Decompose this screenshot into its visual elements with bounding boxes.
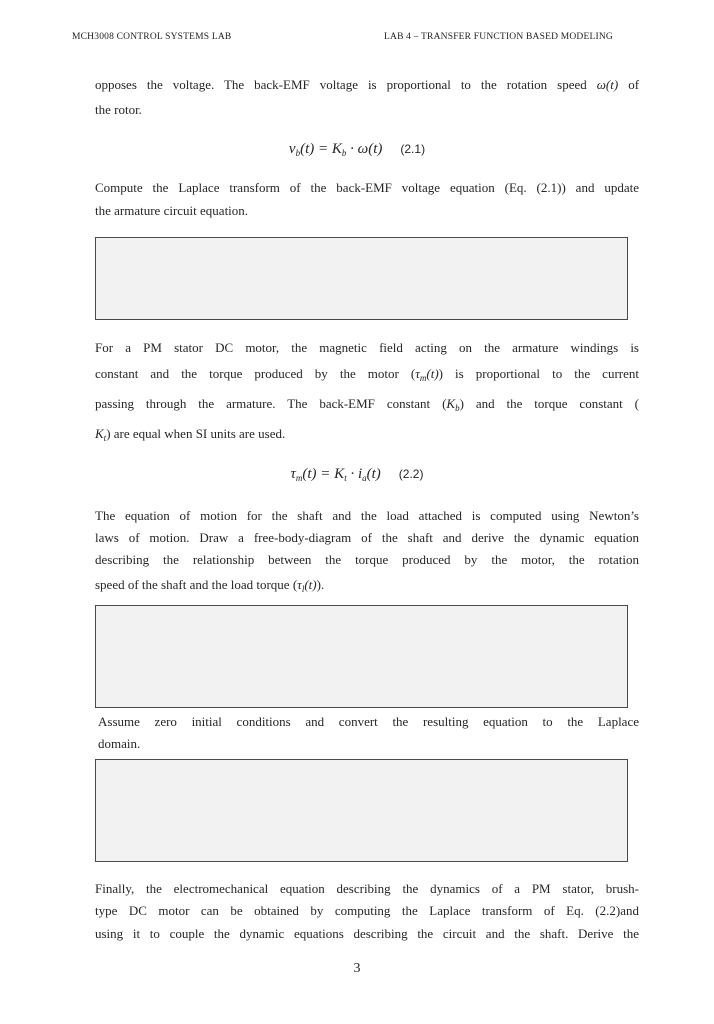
math: t: [344, 473, 347, 483]
math-omega: ω(t): [596, 77, 619, 92]
p4-line1: The equation of motion for the shaft and the load attached is computed using Newton’s: [95, 508, 639, 523]
page-number: 3: [353, 961, 361, 976]
p4-line3: describing the relationship between the torque produced by the motor, the rotation: [95, 552, 639, 567]
math: a: [362, 473, 367, 483]
p3-line2: [95, 366, 639, 383]
answer-box-2[interactable]: [95, 605, 628, 708]
text: speed of the shaft and the load torque (: [95, 577, 298, 592]
math: t: [103, 433, 107, 443]
p4-line4: [95, 577, 639, 594]
p5-line2: domain.: [98, 736, 141, 751]
math: τ: [290, 466, 296, 482]
p3-line1: For a PM stator DC motor, the magnetic field acting on the armature windings is: [95, 340, 639, 355]
math: (t): [304, 577, 317, 592]
answer-box-3[interactable]: [95, 759, 628, 862]
math: m: [295, 473, 303, 483]
text: passing through the armature. The back-EMF constant (: [95, 396, 447, 411]
text: constant and the torque produced by the motor (: [95, 366, 416, 381]
text: ) are equal when SI units are used.: [106, 426, 286, 441]
answer-box-1[interactable]: [95, 237, 628, 320]
p6-line3: using it to couple the dynamic equations describing the circuit and the shaft. Derive the: [95, 926, 639, 941]
text: ) and the torque constant (: [459, 396, 639, 411]
math: τ: [297, 577, 302, 592]
math: τ: [415, 366, 420, 381]
equation-2-1: [0, 141, 714, 158]
math: l: [301, 584, 305, 594]
text: opposes the voltage. The back-EMF voltage is proportional to the rotation speed: [95, 77, 587, 92]
math: (t): [366, 466, 381, 482]
p4-line2: laws of motion. Draw a free-body-diagram of the shaft and derive the dynamic equation: [95, 530, 639, 545]
text: ) is proportional to the current: [438, 366, 639, 381]
math: v: [288, 141, 296, 157]
text: of: [628, 77, 640, 92]
math: K: [446, 396, 456, 411]
p3-line3: [95, 396, 639, 413]
math: K: [95, 426, 104, 441]
p1-line1: [95, 77, 639, 93]
equation-number: (2.1): [400, 142, 426, 156]
math: b: [455, 403, 460, 413]
math: (t): [426, 366, 439, 381]
text: ).: [316, 577, 325, 592]
equation-number: (2.2): [398, 467, 424, 481]
header-lab-title: LAB 4 – TRANSFER FUNCTION BASED MODELING: [384, 32, 613, 42]
math: m: [419, 373, 427, 383]
p6-line1: Finally, the electromechanical equation describing the dynamics of a PM stator, brush-: [95, 881, 639, 896]
math: (t) = K: [302, 466, 345, 482]
equation-2-2: [0, 466, 714, 483]
p1-line2: the rotor.: [95, 102, 142, 117]
p2-line2: the armature circuit equation.: [95, 203, 249, 218]
math: b: [295, 148, 301, 158]
p5-line1: Assume zero initial conditions and convert the resulting equation to the Laplace: [98, 714, 639, 729]
header-course: MCH3008 CONTROL SYSTEMS LAB: [72, 32, 232, 42]
math: b: [341, 148, 347, 158]
p2-line1: Compute the Laplace transform of the back-EMF voltage equation (Eq. (2.1)) and update: [95, 180, 639, 195]
math: · ω(t): [346, 141, 383, 157]
p6-line2: type DC motor can be obtained by computing the Laplace transform of Eq. (2.2)and: [95, 903, 639, 918]
math: · i: [346, 466, 363, 482]
math: (t) = K: [300, 141, 342, 157]
p3-line4: [95, 426, 639, 443]
